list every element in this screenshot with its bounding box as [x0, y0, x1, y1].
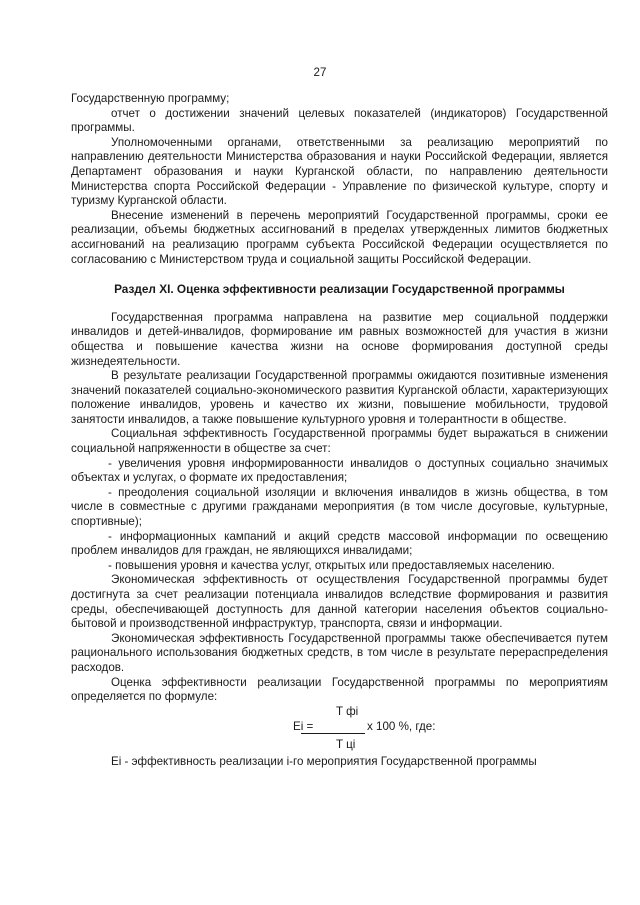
paragraph: Государственную программу;: [71, 92, 230, 105]
paragraph: Социальная эффективность Государственной программы будет выражаться в снижении социальной напряженности в обществе за счет:: [71, 427, 608, 456]
paragraph: Государственная программа направлена на развитие мер социальной поддержки инвалидов и детей-инвалидов, формирование им равных возможностей для участия в жизни общества и повышение качества жизни на основе формирования доступной среды жизнедеятельности.: [71, 310, 608, 368]
paragraph: Ei - эффективность реализации i-го мероприятия Государственной программы: [111, 754, 537, 768]
fraction-bar: [301, 733, 365, 734]
formula-numerator: T фi: [336, 704, 359, 718]
paragraph: - информационных кампаний и акций средств массовой информации по освещению проблем инвалидов для граждан, не являющихся инвалидами;: [71, 529, 608, 558]
paragraph: - преодоления социальной изоляции и включения инвалидов в жизнь общества, в том числе в совместные с другими гражданами мероприятия (в том числе досуговые, культурные, спортивные);: [71, 485, 608, 529]
document-body: [71, 92, 608, 769]
section-heading: Раздел XI. Оценка эффективности реализации Государственной программы: [114, 282, 565, 297]
paragraph: отчет о достижении значений целевых показателей (индикаторов) Государственной программы.: [71, 106, 608, 135]
intro-paragraphs: [71, 92, 608, 267]
paragraph: Внесение изменений в перечень мероприятий Государственной программы, сроки ее реализации, объемы бюджетных ассигнований в пределах утвержденных лимитов бюджетных ассигнований на реализацию программ субъекта Российской Федерации осуществляется по согласованию с Министерством труда и социальной защиты Российской Федерации.: [71, 208, 608, 266]
efficiency-formula: [71, 705, 608, 754]
section-paragraphs: [71, 311, 608, 705]
definition-paragraphs: [71, 755, 608, 770]
paragraph: - повышения уровня и качества услуг, открытых или предоставляемых населению.: [108, 558, 555, 572]
paragraph: Уполномоченными органами, ответственными за реализацию мероприятий по направлению деятельности Министерства образования и науки Российской Федерации, является Департамент образования и науки Курганской области, по направлению деятельности Министерства спорта Российской Федерации - Управление по физической культуре, спорту и туризму Курганской области.: [71, 135, 608, 208]
formula-denominator: T цi: [336, 737, 356, 751]
formula-lhs: Ei =: [293, 719, 314, 733]
paragraph: В результате реализации Государственной программы ожидаются позитивные изменения значений показателей социально-экономического развития Курганской области, характеризующих положение инвалидов, уровень и качество их жизни, повышение мобильности, трудовой занятости инвалидов, а также повышение культурного уровня и толерантности в обществе.: [71, 369, 608, 426]
paragraph: Экономическая эффективность Государственной программы также обеспечивается путем рационального использования бюджетных средств, в том числе в результате перераспределения расходов.: [71, 631, 608, 674]
paragraph: Экономическая эффективность от осуществления Государственной программы будет достигнута за счет реализации потенциала инвалидов вследствие формирования и развития среды, обеспечивающей доступность для данной категории населения объектов социально-бытовой и производственной инфраструктур, транспорта, связи и информации.: [71, 573, 608, 631]
paragraph: Оценка эффективности реализации Государственной программы по мероприятиям определяется по формуле:: [71, 675, 608, 704]
formula-rhs: x 100 %, где:: [367, 719, 436, 733]
paragraph: - увеличения уровня информированности инвалидов о доступных социально значимых объектах и услугах, о формате их предоставления;: [71, 456, 608, 485]
page-number: 27: [313, 66, 327, 79]
